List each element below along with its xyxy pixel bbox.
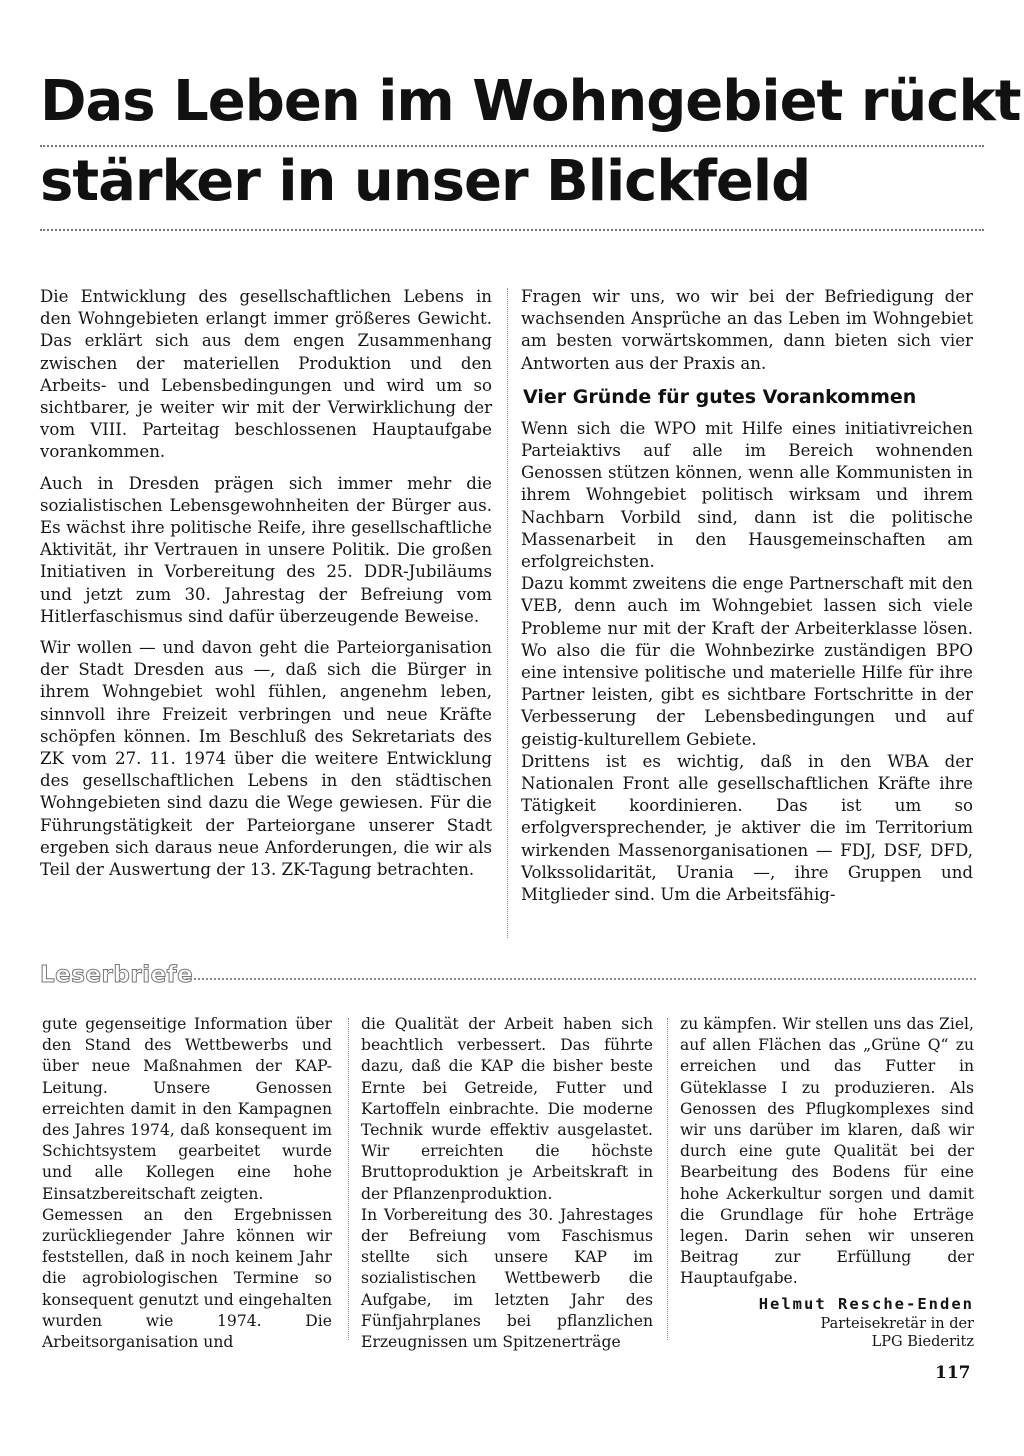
signature-role: Parteisekretär in der	[820, 1315, 974, 1332]
signature-organization: LPG Biederitz	[871, 1333, 974, 1350]
letter-paragraph: Gemessen an den Ergebnissen zurückliegender Jahre können wir feststellen, daß in noch keinem Jahr die agrobiologischen Termine so konsequent genutzt und eingehalten wurden wie 1974. Die Arbeitsorganisation und	[42, 1205, 332, 1352]
letter-paragraph: die Qualität der Arbeit haben sich beachtlich verbessert. Das führte dazu, daß die KAP die bisher beste Ernte bei Getreide, Futter und Kartoffeln einbrachte. Die moderne Technik wurde effektiv ausgelastet. Wir erreichten die höchste Bruttoproduktion je Arbeitskraft in der Pflanzenproduktion.	[361, 1015, 653, 1203]
article-headline	[40, 62, 1021, 222]
column-divider	[667, 1018, 668, 1340]
article-intro-paragraph: Fragen wir uns, wo wir bei der Befriedigung der wachsenden Ansprüche an das Leben im Wohngebiet am besten vorwärtskommen, dann bieten sich vier Antworten aus der Praxis an.	[521, 287, 973, 373]
article-paragraph: Auch in Dresden prägen sich immer mehr die sozialistischen Lebensgewohnheiten der Bürger aus. Es wächst ihre politische Reife, ihre gesellschaftliche Aktivität, ihr Vertrauen in unsere Politik. Die großen Initiativen in Vorbereitung des 25. DDR-Jubiläums und jetzt zum 30. Jahrestag der Befreiung vom Hitlerfaschismus sind dafür überzeugende Beweise.	[40, 473, 492, 626]
article-paragraph: Wenn sich die WPO mit Hilfe eines initiativreichen Parteiaktivs auf alle im Bereich wohnenden Genossen stützen können, wenn alle Kommunisten in ihrem Wohngebiet politisch wirksam und ihrem Nachbarn Vorbild sind, dann ist die politische Massenarbeit in den Hausgemeinschaften am erfolgreichsten.	[521, 418, 973, 572]
article-paragraph: Dazu kommt zweitens die enge Partnerschaft mit den VEB, denn auch im Wohngebiet lassen sich viele Probleme nur mit der Kraft der Arbeiterklasse lösen. Wo also die für die Wohnbezirke zuständigen BPO eine intensive politische und materielle Hilfe für ihre Partner leisten, gibt es sichtbare Fortschritte in der Verbesserung der Lebensbedingungen und auf geistig-kulturellem Gebiete.	[521, 574, 973, 749]
article-column-right	[521, 286, 973, 906]
article-column-left	[40, 286, 492, 890]
letter-column-3	[680, 1014, 974, 1351]
letter-paragraph: gute gegenseitige Information über den Stand des Wettbewerbs und über neue Maßnahmen der KAP-Leitung. Unsere Genossen erreichten damit in den Kampagnen des Jahres 1974, daß konsequent im Schichtsystem gearbeitet wurde und alle Kollegen eine hohe Einsatzbereitschaft zeigten.	[42, 1015, 332, 1203]
page-number: 117	[935, 1363, 971, 1383]
letter-paragraph: In Vorbereitung des 30. Jahrestages der Befreiung vom Faschismus stellte sich unsere KAP im sozialistischen Wettbewerb die Aufgabe, im letzten Jahr des Fünfjahrplanes bei pflanzlichen Erzeugnissen um Spitzenerträge	[361, 1205, 653, 1352]
letter-column-1	[42, 1014, 332, 1353]
article-subheading: Vier Gründe für gutes Vorankommen	[523, 385, 917, 408]
signature-name: Helmut Resche-Enden	[758, 1294, 974, 1313]
column-divider	[507, 288, 508, 938]
letter-signature	[680, 1294, 974, 1351]
letter-paragraph: zu kämpfen. Wir stellen uns das Ziel, auf allen Flächen das „Grüne Q“ zu erreichen und das Futter in Güteklasse I zu produzieren. Als Genossen des Pflugkomplexes sind wir uns darüber im klaren, daß wir durch eine gute Qualität bei der Bearbeitung des Bodens für eine hohe Ackerkultur sorgen und damit die Grundlage für hohe Erträge legen. Darin sehen wir unseren Beitrag zur Erfüllung der Hauptaufgabe.	[680, 1015, 974, 1288]
letter-column-2	[361, 1014, 653, 1353]
headline-line-2: stärker in unser Blickfeld	[40, 149, 811, 214]
headline-divider-bottom	[40, 229, 984, 231]
article-paragraph: Die Entwicklung des gesellschaftlichen Lebens in den Wohngebieten erlangt immer größeres Gewicht. Das erklärt sich aus dem engen Zusammenhang zwischen der materiellen Produktion und den Arbeits- und Lebensbedingungen und wird um so sichtbarer, je weiter wir mit der Verwirklichung der vom VIII. Parteitag beschlossenen Hauptaufgabe vorankommen.	[40, 287, 492, 462]
headline-line-1: Das Leben im Wohngebiet rückt	[40, 69, 1021, 134]
article-paragraph: Wir wollen — und davon geht die Parteiorganisation der Stadt Dresden aus —, daß sich die Bürger in ihrem Wohngebiet wohl fühlen, angenehm leben, sinnvoll ihre Freizeit verbringen und neue Kräfte schöpfen können. Im Beschluß des Sekretariats des ZK vom 27. 11. 1974 über die weitere Entwicklung des gesellschaftlichen Lebens in den städtischen Wohngebieten sind dazu die Wege gewiesen. Für die Führungstätigkeit der Parteiorgane unserer Stadt ergeben sich daraus neue Anforderungen, die wir als Teil der Auswertung der 13. ZK-Tagung betrachten.	[40, 638, 492, 880]
section-label-leserbriefe: Leserbriefe	[40, 962, 194, 988]
headline-divider-top	[40, 145, 984, 147]
section-divider	[186, 978, 976, 980]
article-paragraph: Drittens ist es wichtig, daß in den WBA der Nationalen Front alle gesellschaftlichen Kräfte ihre Tätigkeit koordinieren. Das ist um so erfolgversprechender, je aktiver die im Territorium wirkenden Massenorganisationen — FDJ, DSF, DFD, Volkssolidarität, Urania —, ihre Gruppen und Mitglieder sind. Um die Arbeitsfähig-	[521, 751, 973, 905]
column-divider	[348, 1018, 349, 1340]
